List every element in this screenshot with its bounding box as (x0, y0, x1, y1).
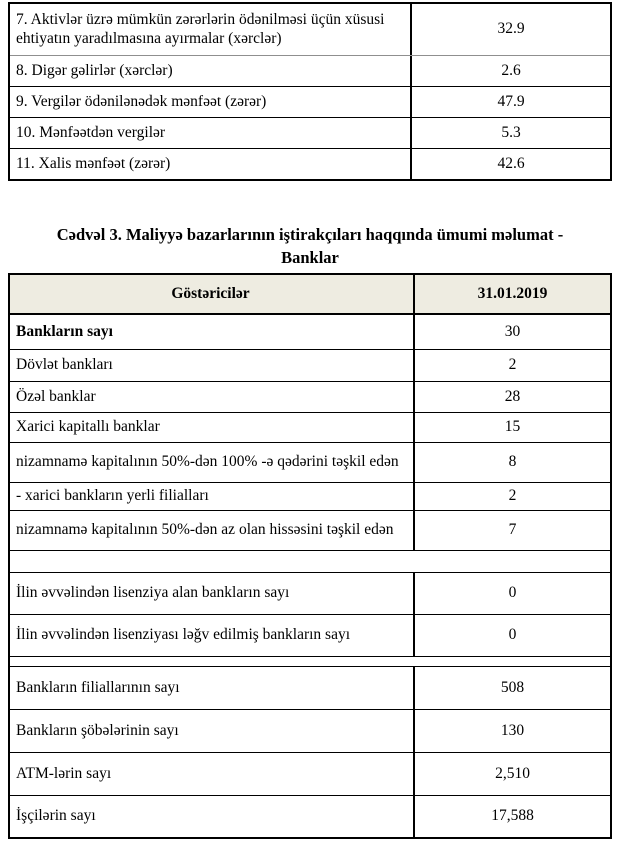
table-row (10, 615, 610, 657)
row-value: 0 (508, 584, 517, 602)
row-label: Xarici kapitallı banklar (10, 413, 415, 442)
row-label: Bankların filiallarının sayı (10, 667, 415, 709)
row-label: Dövlət bankları (10, 350, 415, 381)
row-value: 130 (500, 721, 525, 739)
row-label: ATM-lərin sayı (10, 753, 415, 795)
table-row (10, 511, 610, 551)
row-value: 15 (504, 418, 521, 436)
table-row (10, 667, 610, 710)
row-value: 0 (508, 626, 517, 644)
row-label: nizamnamə kapitalının 50%-dən 100% -ə qədərini təşkil edən (10, 443, 415, 482)
header-indicator-cell: Göstəricilər (10, 275, 415, 313)
table-row (10, 4, 610, 56)
row-value: 2.6 (501, 61, 521, 79)
table-row (10, 350, 610, 382)
row-label: Bankların şöbələrinin sayı (10, 710, 415, 752)
row-label: İşçilərin sayı (10, 796, 415, 837)
row-value: 17,588 (491, 807, 534, 825)
row-label: 8. Digər gəlirlər (xərclər) (10, 56, 412, 86)
table-row (10, 483, 610, 511)
row-value: 32.9 (497, 20, 525, 38)
row-label: Özəl banklar (10, 382, 415, 412)
spacer-row (10, 657, 610, 667)
row-value: 8 (508, 453, 517, 471)
row-value: 2,510 (495, 764, 530, 782)
table-row (10, 796, 610, 837)
row-value: 2 (508, 356, 517, 374)
table-row (10, 382, 610, 413)
row-label: - xarici bankların yerli filialları (10, 483, 415, 510)
table-row (10, 413, 610, 443)
table-row (10, 87, 610, 118)
row-value: 47.9 (497, 92, 525, 110)
row-label: 11. Xalis mənfəət (zərər) (10, 149, 412, 179)
table-row (10, 573, 610, 615)
row-value: 5.3 (501, 123, 521, 141)
table3-title-line1: Cədvəl 3. Maliyyə bazarlarının iştirakçıları haqqında ümumi məlumat - (56, 225, 564, 244)
row-value: 28 (504, 387, 521, 405)
table-row (10, 710, 610, 753)
profit-loss-table (8, 2, 612, 181)
banks-table (8, 273, 612, 839)
table-row (10, 118, 610, 149)
row-label: 7. Aktivlər üzrə mümkün zərərlərin ödənilməsi üçün xüsusi ehtiyatın yaradılmasına ayırmalar (xərclər) (10, 4, 412, 55)
row-label: nizamnamə kapitalının 50%-dən az olan hissəsini təşkil edən (10, 511, 415, 550)
table3-title-line2: Banklar (281, 248, 339, 268)
header-date-cell: 31.01.2019 (477, 284, 548, 302)
table-row (10, 56, 610, 87)
row-value: 508 (500, 678, 525, 696)
row-label: 9. Vergilər ödənilənədək mənfəət (zərər) (10, 87, 412, 117)
row-value: 30 (504, 322, 521, 340)
table-row (10, 149, 610, 179)
banks-table-header-row (10, 275, 610, 315)
row-label: İlin əvvəlindən lisenziya alan bankların sayı (10, 573, 415, 614)
row-label: Bankların sayı (10, 315, 415, 349)
table3-title (0, 223, 620, 269)
row-value: 2 (508, 487, 517, 505)
row-value: 7 (508, 521, 517, 539)
table-row (10, 443, 610, 483)
table-row (10, 315, 610, 350)
row-label: 10. Mənfəətdən vergilər (10, 118, 412, 148)
spacer-row (10, 551, 610, 573)
row-label: İlin əvvəlindən lisenziyası ləğv edilmiş bankların sayı (10, 615, 415, 656)
row-value: 42.6 (497, 154, 525, 172)
table-row (10, 753, 610, 796)
